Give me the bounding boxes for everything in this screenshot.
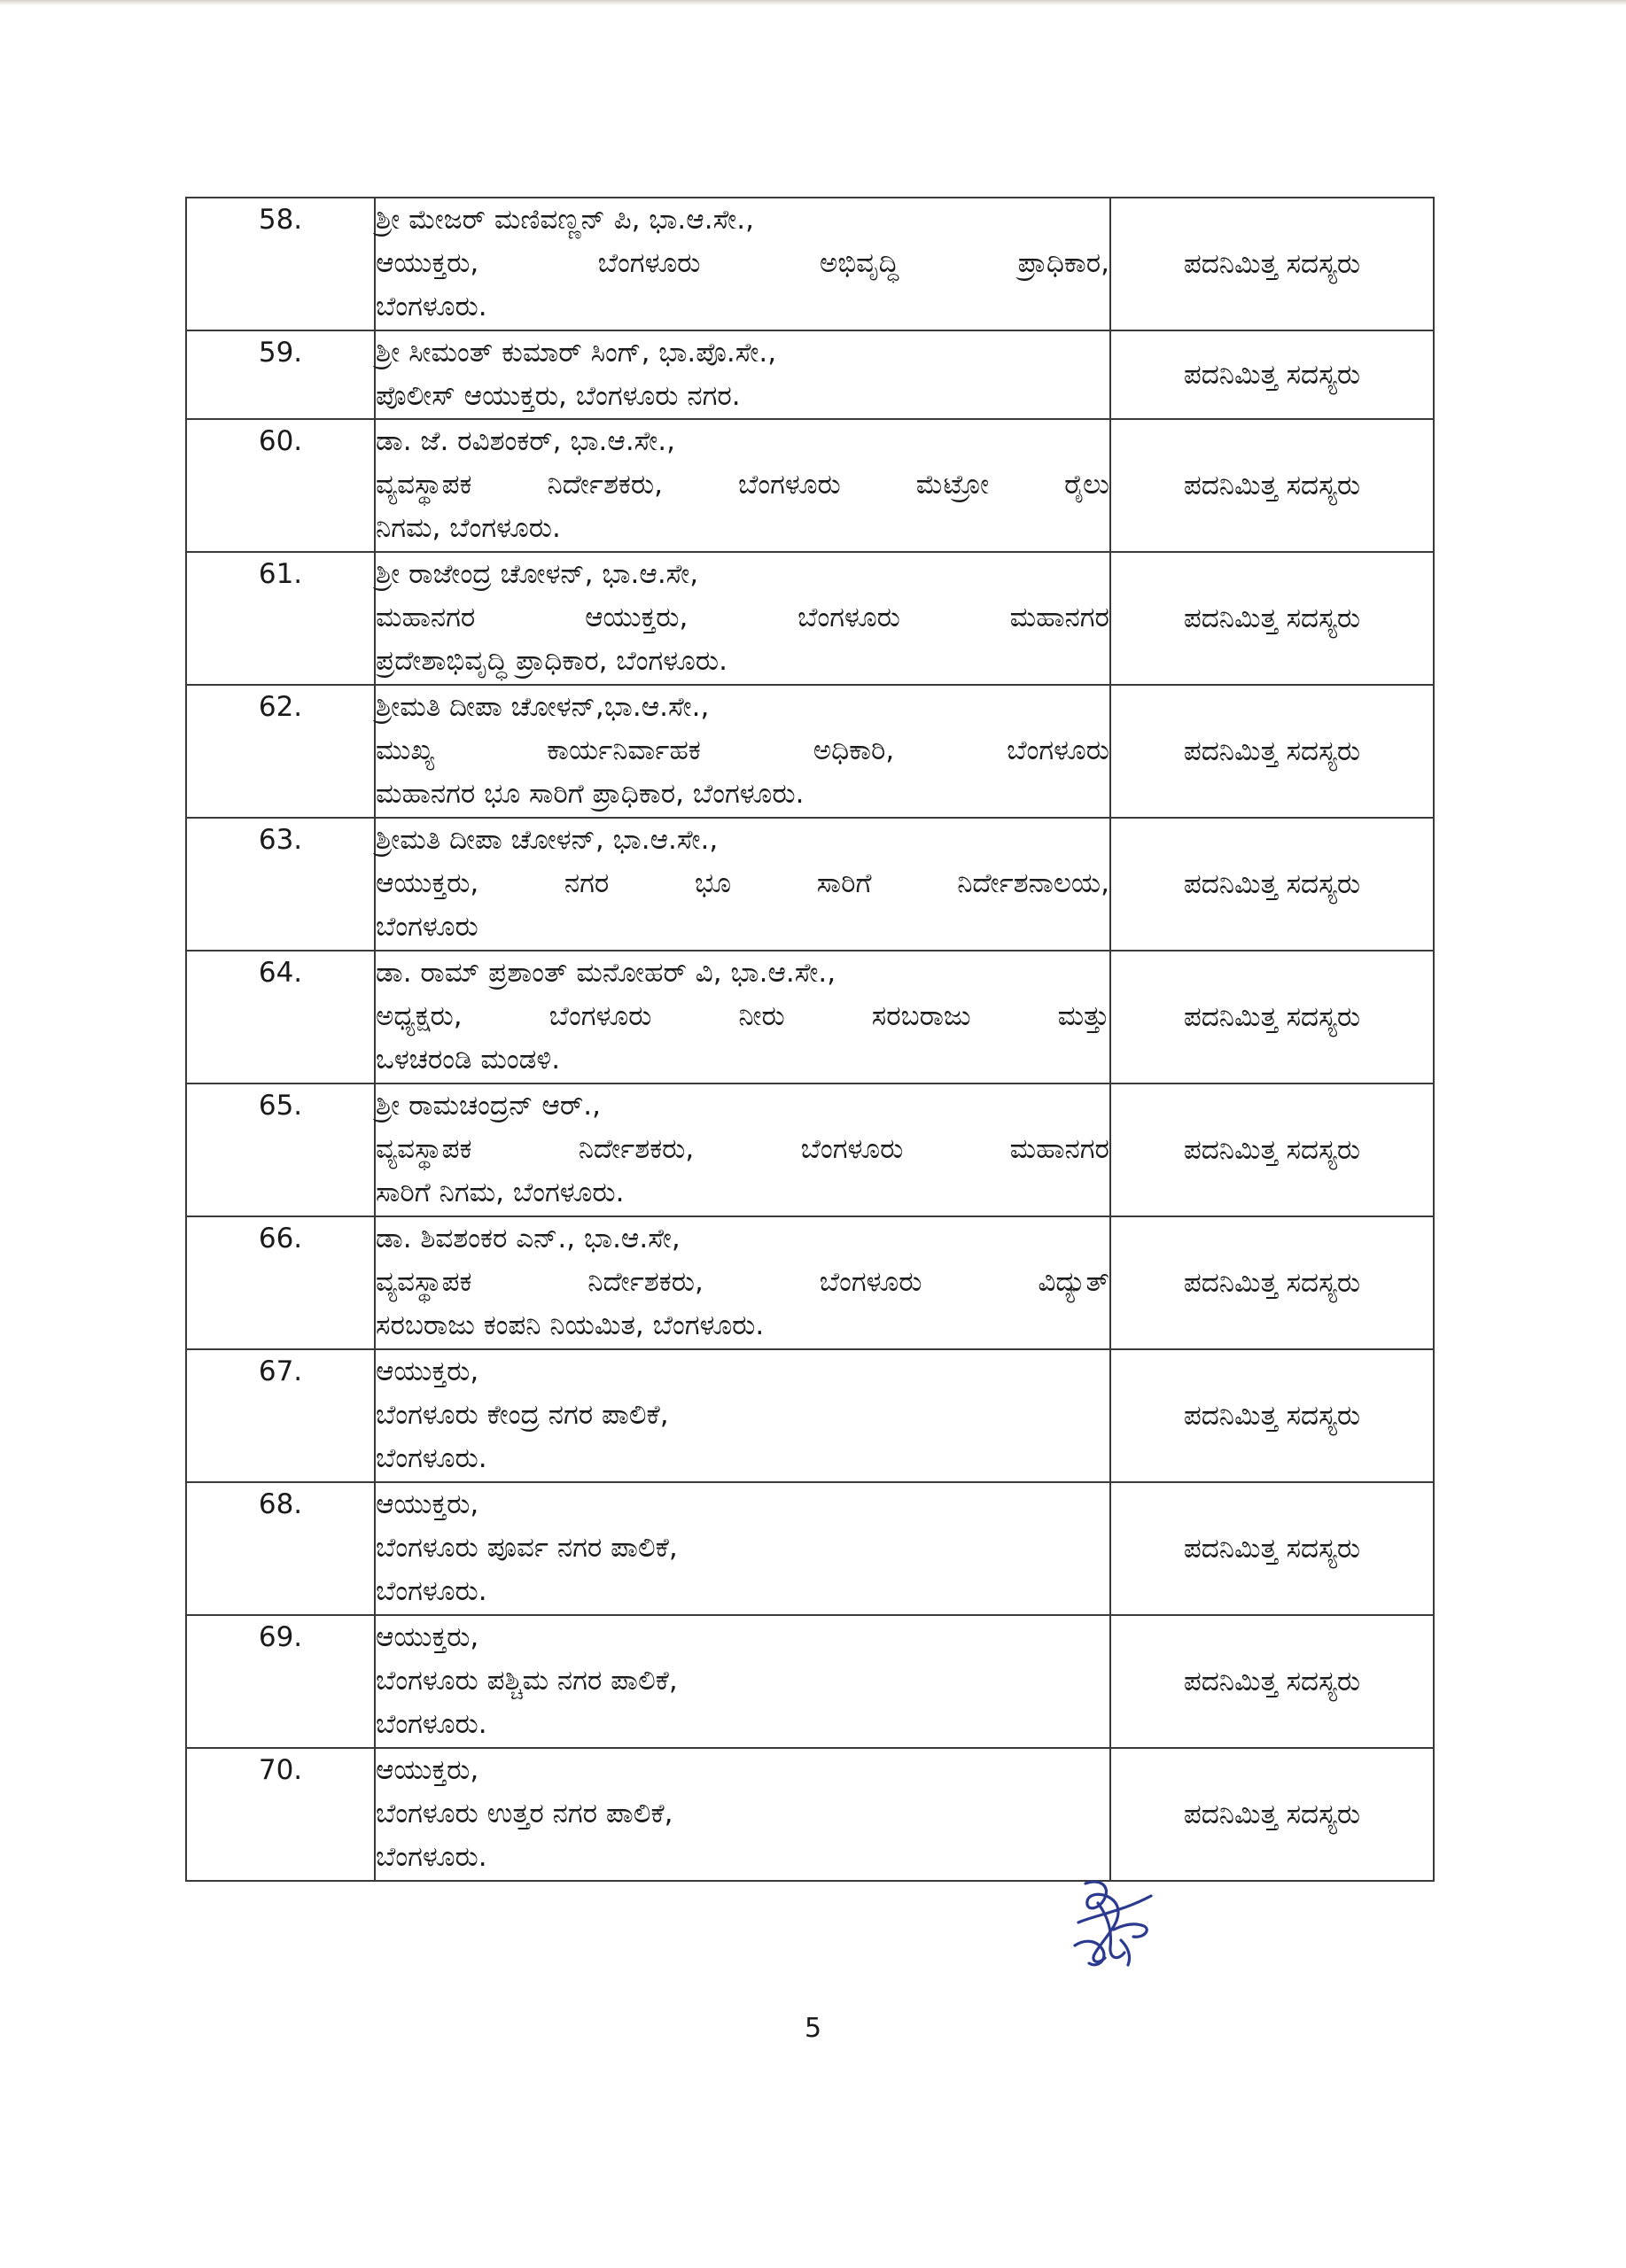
signature-icon — [1059, 1876, 1165, 1974]
member-designation-cell — [375, 198, 1110, 330]
member-designation-line: ಶ್ರೀ ಮೇಜರ್ ಮಣಿವಣ್ಣನ್ ಪಿ, ಭಾ.ಆ.ಸೇ., — [376, 204, 754, 236]
member-designation-cell — [375, 419, 1110, 552]
table-row — [186, 1615, 1434, 1748]
serial-number-cell: 65. — [186, 1084, 375, 1216]
member-role-cell: ಪದನಿಮಿತ್ತ ಸದಸ್ಯರು — [1110, 1748, 1434, 1881]
member-designation-line: ವ್ಯವಸ್ಥಾಪಕ ನಿರ್ದೇಶಕರು, ಬೆಂಗಳೂರು ಮಹಾನಗರ — [376, 1133, 1109, 1165]
member-designation-cell — [375, 1482, 1110, 1615]
serial-number-cell: 58. — [186, 198, 375, 330]
serial-number-cell: 66. — [186, 1216, 375, 1349]
member-designation-line: ಪೊಲೀಸ್ ಆಯುಕ್ತರು, ಬೆಂಗಳೂರು ನಗರ. — [376, 380, 741, 412]
member-designation-line: ಬೆಂಗಳೂರು ಪೂರ್ವ ನಗರ ಪಾಲಿಕೆ, — [376, 1532, 678, 1564]
member-designation-line: ಬೆಂಗಳೂರು. — [376, 291, 487, 322]
table-row — [186, 1084, 1434, 1216]
member-designation-line: ಡಾ. ಜೆ. ರವಿಶಂಕರ್, ಭಾ.ಆ.ಸೇ., — [376, 425, 676, 457]
member-role-cell: ಪದನಿಮಿತ್ತ ಸದಸ್ಯರು — [1110, 1615, 1434, 1748]
member-designation-line: ಶ್ರೀ ರಾಜೇಂದ್ರ ಚೋಳನ್, ಭಾ.ಆ.ಸೇ, — [376, 558, 699, 590]
member-designation-line: ಅಧ್ಯಕ್ಷರು, ಬೆಂಗಳೂರು ನೀರು ಸರಬರಾಜು ಮತ್ತು — [376, 1000, 1109, 1032]
member-designation-line: ಮಹಾನಗರ ಭೂ ಸಾರಿಗೆ ಪ್ರಾಧಿಕಾರ, ಬೆಂಗಳೂರು. — [376, 778, 805, 810]
serial-number-cell: 69. — [186, 1615, 375, 1748]
member-designation-line: ಬೆಂಗಳೂರು ಉತ್ತರ ನಗರ ಪಾಲಿಕೆ, — [376, 1798, 673, 1829]
member-designation-line: ಬೆಂಗಳೂರು ಪಶ್ಚಿಮ ನಗರ ಪಾಲಿಕೆ, — [376, 1665, 678, 1697]
member-designation-line: ಆಯುಕ್ತರು, — [376, 1754, 479, 1786]
table-row — [186, 419, 1434, 552]
member-designation-line: ಮುಖ್ಯ ಕಾರ್ಯನಿರ್ವಾಹಕ ಅಧಿಕಾರಿ, ಬೆಂಗಳೂರು — [376, 734, 1109, 766]
member-designation-cell — [375, 330, 1110, 419]
serial-number-cell: 60. — [186, 419, 375, 552]
member-designation-line: ನಿಗಮ, ಬೆಂಗಳೂರು. — [376, 512, 561, 544]
serial-number-cell: 70. — [186, 1748, 375, 1881]
member-designation-line: ಸಾರಿಗೆ ನಿಗಮ, ಬೆಂಗಳೂರು. — [376, 1177, 625, 1208]
table-row — [186, 818, 1434, 951]
table-row — [186, 685, 1434, 818]
member-designation-line: ಪ್ರದೇಶಾಭಿವೃದ್ಧಿ ಪ್ರಾಧಿಕಾರ, ಬೆಂಗಳೂರು. — [376, 645, 727, 677]
serial-number-cell: 67. — [186, 1349, 375, 1482]
serial-number-cell: 63. — [186, 818, 375, 951]
member-role-cell: ಪದನಿಮಿತ್ತ ಸದಸ್ಯರು — [1110, 818, 1434, 951]
member-designation-cell — [375, 1615, 1110, 1748]
member-role-cell: ಪದನಿಮಿತ್ತ ಸದಸ್ಯರು — [1110, 951, 1434, 1084]
member-designation-line: ವ್ಯವಸ್ಥಾಪಕ ನಿರ್ದೇಶಕರು, ಬೆಂಗಳೂರು ವಿದ್ಯುತ್ — [376, 1266, 1109, 1298]
member-designation-line: ಆಯುಕ್ತರು, ಬೆಂಗಳೂರು ಅಭಿವೃದ್ಧಿ ಪ್ರಾಧಿಕಾರ, — [376, 247, 1109, 279]
page-number: 5 — [804, 2013, 822, 2044]
member-designation-line: ಆಯುಕ್ತರು, — [376, 1488, 479, 1520]
table-row — [186, 198, 1434, 330]
member-designation-line: ಡಾ. ರಾಮ್ ಪ್ರಶಾಂತ್ ಮನೋಹರ್ ವಿ, ಭಾ.ಆ.ಸೇ., — [376, 957, 836, 989]
member-designation-cell — [375, 1084, 1110, 1216]
members-table — [185, 197, 1435, 1882]
member-role-cell: ಪದನಿಮಿತ್ತ ಸದಸ್ಯರು — [1110, 419, 1434, 552]
member-designation-cell — [375, 1216, 1110, 1349]
member-designation-cell — [375, 951, 1110, 1084]
member-designation-line: ಮಹಾನಗರ ಆಯುಕ್ತರು, ಬೆಂಗಳೂರು ಮಹಾನಗರ — [376, 602, 1109, 633]
member-role-cell: ಪದನಿಮಿತ್ತ ಸದಸ್ಯರು — [1110, 1349, 1434, 1482]
member-designation-line: ಆಯುಕ್ತರು, ನಗರ ಭೂ ಸಾರಿಗೆ ನಿರ್ದೇಶನಾಲಯ, — [376, 867, 1109, 899]
member-designation-line: ಆಯುಕ್ತರು, — [376, 1355, 479, 1387]
member-role-cell: ಪದನಿಮಿತ್ತ ಸದಸ್ಯರು — [1110, 685, 1434, 818]
member-designation-line: ಶ್ರೀಮತಿ ದೀಪಾ ಚೋಳನ್, ಭಾ.ಆ.ಸೇ., — [376, 824, 719, 856]
serial-number-cell: 62. — [186, 685, 375, 818]
member-role-cell: ಪದನಿಮಿತ್ತ ಸದಸ್ಯರು — [1110, 198, 1434, 330]
member-designation-cell — [375, 1748, 1110, 1881]
member-designation-line: ಶ್ರೀ ರಾಮಚಂದ್ರನ್ ಆರ್., — [376, 1090, 601, 1122]
table-row — [186, 1349, 1434, 1482]
member-designation-line: ಬೆಂಗಳೂರು. — [376, 1442, 487, 1474]
member-designation-line: ಡಾ. ಶಿವಶಂಕರ ಎನ್., ಭಾ.ಆ.ಸೇ, — [376, 1223, 681, 1254]
member-role-cell: ಪದನಿಮಿತ್ತ ಸದಸ್ಯರು — [1110, 1084, 1434, 1216]
serial-number-cell: 68. — [186, 1482, 375, 1615]
member-designation-line: ಸರಬರಾಜು ಕಂಪನಿ ನಿಯಮಿತ, ಬೆಂಗಳೂರು. — [376, 1309, 765, 1341]
table-row — [186, 951, 1434, 1084]
table-row — [186, 1216, 1434, 1349]
member-designation-cell — [375, 1349, 1110, 1482]
member-designation-cell — [375, 685, 1110, 818]
member-designation-cell — [375, 552, 1110, 685]
member-designation-line: ಒಳಚರಂಡಿ ಮಂಡಳಿ. — [376, 1044, 561, 1076]
member-designation-line: ಶ್ರೀ ಸೀಮಂತ್ ಕುಮಾರ್ ಸಿಂಗ್, ಭಾ.ಪೊ.ಸೇ., — [376, 337, 777, 369]
members-table-body — [186, 198, 1434, 1881]
member-role-cell: ಪದನಿಮಿತ್ತ ಸದಸ್ಯರು — [1110, 330, 1434, 419]
member-designation-line: ಶ್ರೀಮತಿ ದೀಪಾ ಚೋಳನ್,ಭಾ.ಆ.ಸೇ., — [376, 691, 710, 723]
table-row — [186, 1482, 1434, 1615]
member-designation-line: ಬೆಂಗಳೂರು. — [376, 1708, 487, 1740]
member-designation-line: ವ್ಯವಸ್ಥಾಪಕ ನಿರ್ದೇಶಕರು, ಬೆಂಗಳೂರು ಮೆಟ್ರೋ ರೈಲು — [376, 469, 1109, 501]
member-designation-line: ಬೆಂಗಳೂರು. — [376, 1575, 487, 1607]
serial-number-cell: 61. — [186, 552, 375, 685]
table-row — [186, 552, 1434, 685]
member-designation-line: ಬೆಂಗಳೂರು — [376, 911, 478, 943]
member-designation-cell — [375, 818, 1110, 951]
member-role-cell: ಪದನಿಮಿತ್ತ ಸದಸ್ಯರು — [1110, 552, 1434, 685]
serial-number-cell: 59. — [186, 330, 375, 419]
member-role-cell: ಪದನಿಮಿತ್ತ ಸದಸ್ಯರು — [1110, 1216, 1434, 1349]
table-row — [186, 1748, 1434, 1881]
serial-number-cell: 64. — [186, 951, 375, 1084]
member-designation-line: ಬೆಂಗಳೂರು. — [376, 1841, 487, 1873]
page-top-edge — [0, 0, 1626, 5]
table-row — [186, 330, 1434, 419]
member-role-cell: ಪದನಿಮಿತ್ತ ಸದಸ್ಯರು — [1110, 1482, 1434, 1615]
member-designation-line: ಬೆಂಗಳೂರು ಕೇಂದ್ರ ನಗರ ಪಾಲಿಕೆ, — [376, 1399, 669, 1431]
member-designation-line: ಆಯುಕ್ತರು, — [376, 1621, 479, 1653]
